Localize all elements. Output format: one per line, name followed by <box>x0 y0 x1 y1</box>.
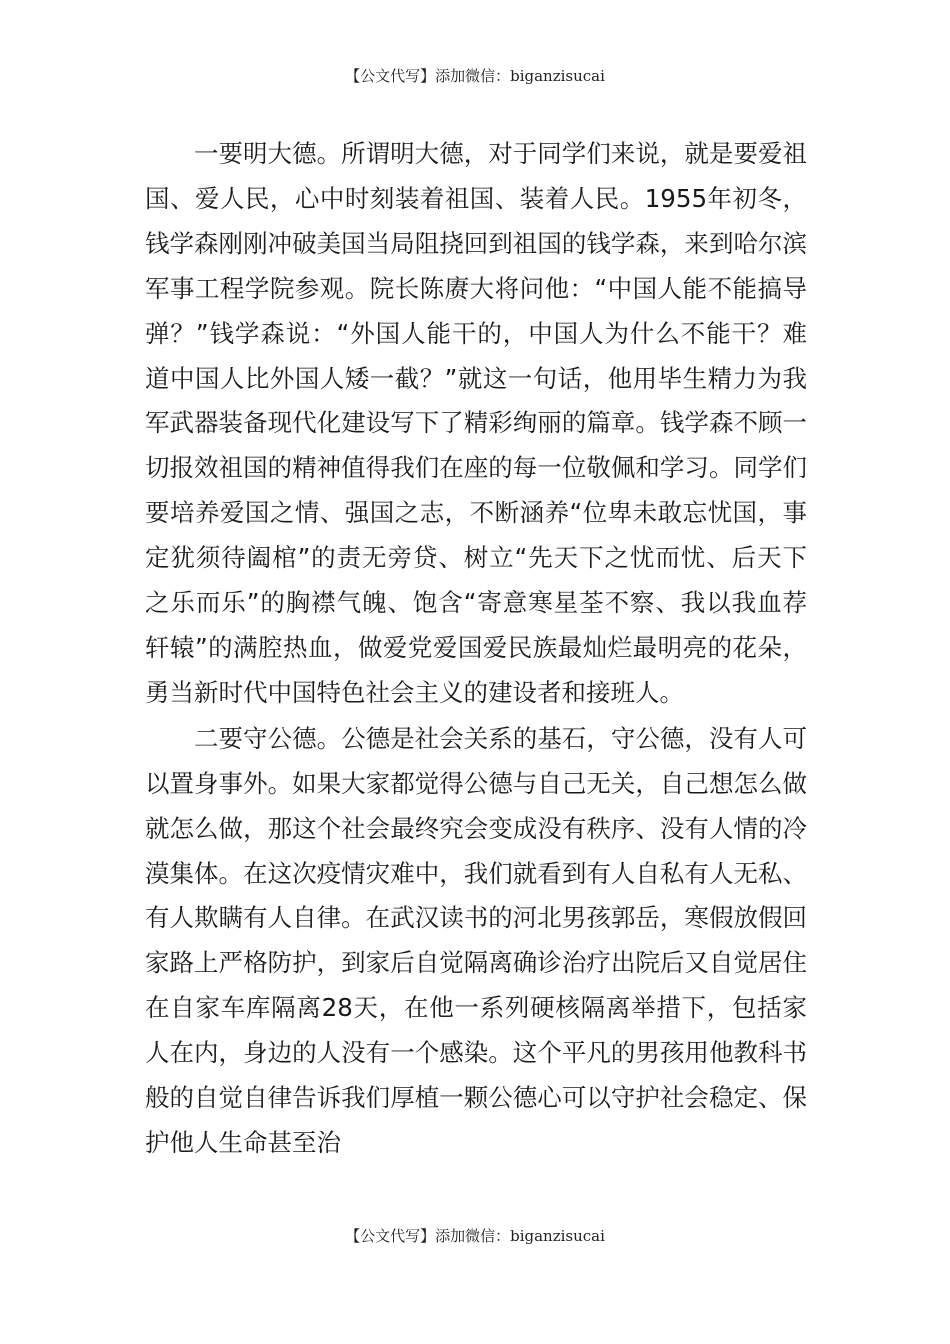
document-body <box>145 132 807 1166</box>
paragraph-shou-gong-de: 二要守公德。公德是社会关系的基石，守公德，没有人可以置身事外。如果大家都觉得公德与自己无关，自己想怎么做就怎么做，那这个社会最终究会变成没有秩序、没有人情的冷漠集体。在这次疫情灾难中，我们就看到有人自私有人无私、有人欺瞒有人自律。在武汉读书的河北男孩郭岳，寒假放假回家路上严格防护，到家后自觉隔离确诊治疗出院后又自觉居住在自家车库隔离28天，在他一系列硬核隔离举措下，包括家人在内，身边的人没有一个感染。这个平凡的男孩用他教科书般的自觉自律告诉我们厚植一颗公德心可以守护社会稳定、保护他人生命甚至治 <box>145 723 807 1157</box>
page-header: 【公文代写】添加微信：biganzisucai <box>345 67 605 85</box>
paragraph-ming-da-de: 一要明大德。所谓明大德，对于同学们来说，就是要爱祖国、爱人民，心中时刻装着祖国、装着人民。1955年初冬，钱学森刚刚冲破美国当局阻挠回到祖国的钱学森，来到哈尔滨军事工程学院参观。院长陈赓大将问他：“中国人能不能搞导弹？”钱学森说：“外国人能干的，中国人为什么不能干？难道中国人比外国人矮一截？”就这一句话，他用毕生精力为我军武器装备现代化建设写下了精彩绚丽的篇章。钱学森不顾一切报效祖国的精神值得我们在座的每一位敬佩和学习。同学们要培养爱国之情、强国之志，不断涵养“位卑未敢忘忧国，事定犹须待阖棺”的责无旁贷、树立“先天下之忧而忧、后天下之乐而乐”的胸襟气魄、饱含“寄意寒星荃不察、我以我血荐轩辕”的满腔热血，做爱党爱国爱民族最灿烂最明亮的花朵，勇当新时代中国特色社会主义的建设者和接班人。 <box>145 139 807 707</box>
page-footer: 【公文代写】添加微信：biganzisucai <box>345 1227 605 1245</box>
